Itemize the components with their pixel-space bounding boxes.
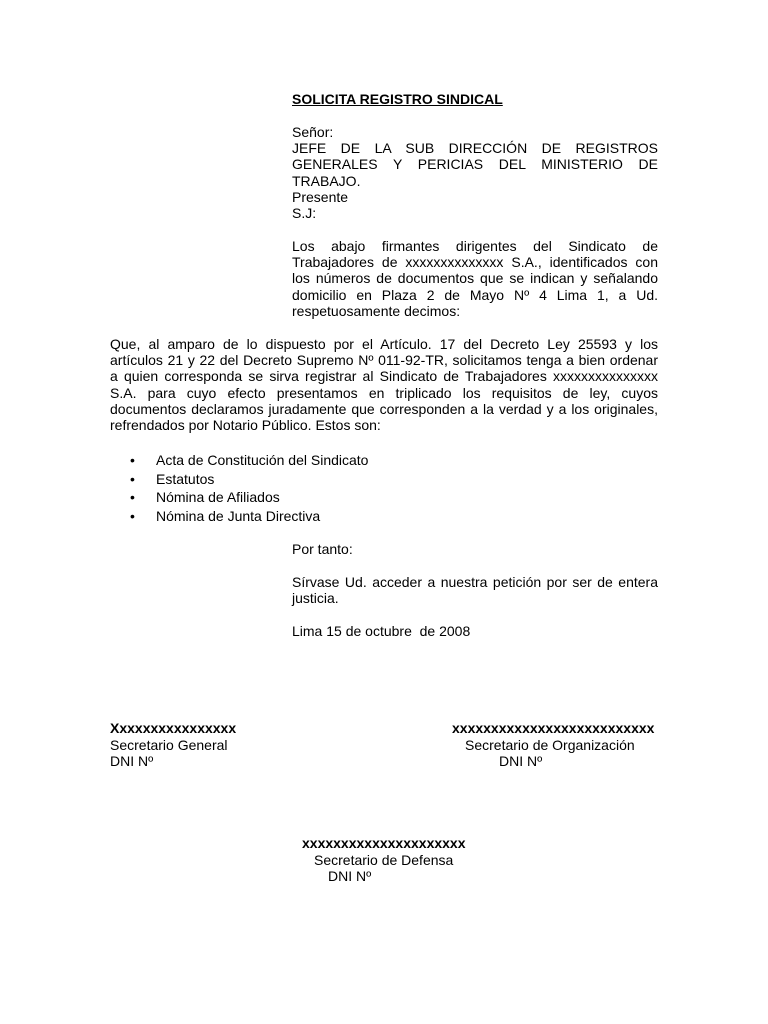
bullet-icon: • <box>130 452 135 468</box>
signature-secretario-organizacion <box>452 720 654 770</box>
signatory-role: Secretario de Defensa <box>314 851 454 868</box>
sj: S.J: <box>292 205 317 222</box>
list-item: • Estatutos <box>130 470 215 487</box>
body-line-4: S.A. para cuyo efecto presentamos en triplicado los requisitos de ley, cuyos <box>110 384 658 401</box>
body-line-1: Que, al amparo de lo dispuesto por el Artículo. 17 del Decreto Ley 25593 y los <box>110 336 658 352</box>
body-line-3: a quien corresponda se sirva registrar al Sindicato de Trabajadores xxxxxxxxxxxxxxx <box>110 368 658 385</box>
addressee-line-1: JEFE DE LA SUB DIRECCIÓN DE REGISTROS <box>292 140 658 157</box>
signatory-role: Secretario General <box>110 736 228 753</box>
list-item: • Acta de Constitución del Sindicato <box>130 452 369 468</box>
signatory-name: Xxxxxxxxxxxxxxxx <box>110 720 237 736</box>
body-line-5: documentos declaramos juradamente que corresponden a la verdad y a los originales, <box>110 400 658 417</box>
signatory-name: xxxxxxxxxxxxxxxxxxxxx <box>302 835 466 851</box>
intro-line-4: domicilio en Plaza 2 de Mayo Nº 4 Lima 1, a Ud. <box>292 286 658 303</box>
list-item: • Nómina de Junta Directiva <box>130 507 321 524</box>
body-line-2: artículos 21 y 22 del Decreto Supremo Nº 011-92-TR, solicitamos tenga a bien ordenar <box>110 352 658 369</box>
bullet-icon: • <box>130 507 135 524</box>
addressee-line-2: GENERALES Y PERICIAS DEL MINISTERIO DE <box>292 156 658 173</box>
closing-line-1: Sírvase Ud. acceder a nuestra petición por ser de entera <box>292 574 658 590</box>
intro-line-1: Los abajo firmantes dirigentes del Sindicato de <box>292 238 658 254</box>
presente: Presente <box>292 188 349 205</box>
bullet-icon: • <box>130 489 135 505</box>
signatory-dni: DNI Nº <box>110 753 154 769</box>
closing-line-2: justicia. <box>292 590 339 607</box>
signature-secretario-defensa <box>302 835 466 885</box>
bullet-icon: • <box>130 470 135 487</box>
intro-line-2: Trabajadores de xxxxxxxxxxxxxx S.A., identificados con <box>292 254 658 271</box>
requirements-list <box>110 451 368 525</box>
addressee-line-3: TRABAJO. <box>292 172 361 189</box>
addressee-block <box>292 124 658 221</box>
por-tanto: Por tanto: <box>292 541 353 557</box>
intro-paragraph <box>292 238 658 319</box>
closing-paragraph <box>292 574 658 606</box>
body-paragraph <box>110 336 658 433</box>
signatory-role: Secretario de Organización <box>465 736 635 753</box>
signatory-dni: DNI Nº <box>499 753 543 769</box>
signatory-name: xxxxxxxxxxxxxxxxxxxxxxxxxx <box>452 720 655 736</box>
intro-line-3: los números de documentos que se indican y señalando <box>292 270 658 287</box>
list-item: • Nómina de Afiliados <box>130 489 280 505</box>
signature-secretario-general <box>110 720 236 770</box>
salutation: Señor: <box>292 124 334 140</box>
signatory-dni: DNI Nº <box>328 868 372 884</box>
intro-line-5: respetuosamente decimos: <box>292 302 461 319</box>
document-date: Lima 15 de octubre de 2008 <box>292 623 471 639</box>
document-title: SOLICITA REGISTRO SINDICAL <box>292 91 503 107</box>
body-line-6: refrendados por Notario Público. Estos son: <box>110 417 381 434</box>
